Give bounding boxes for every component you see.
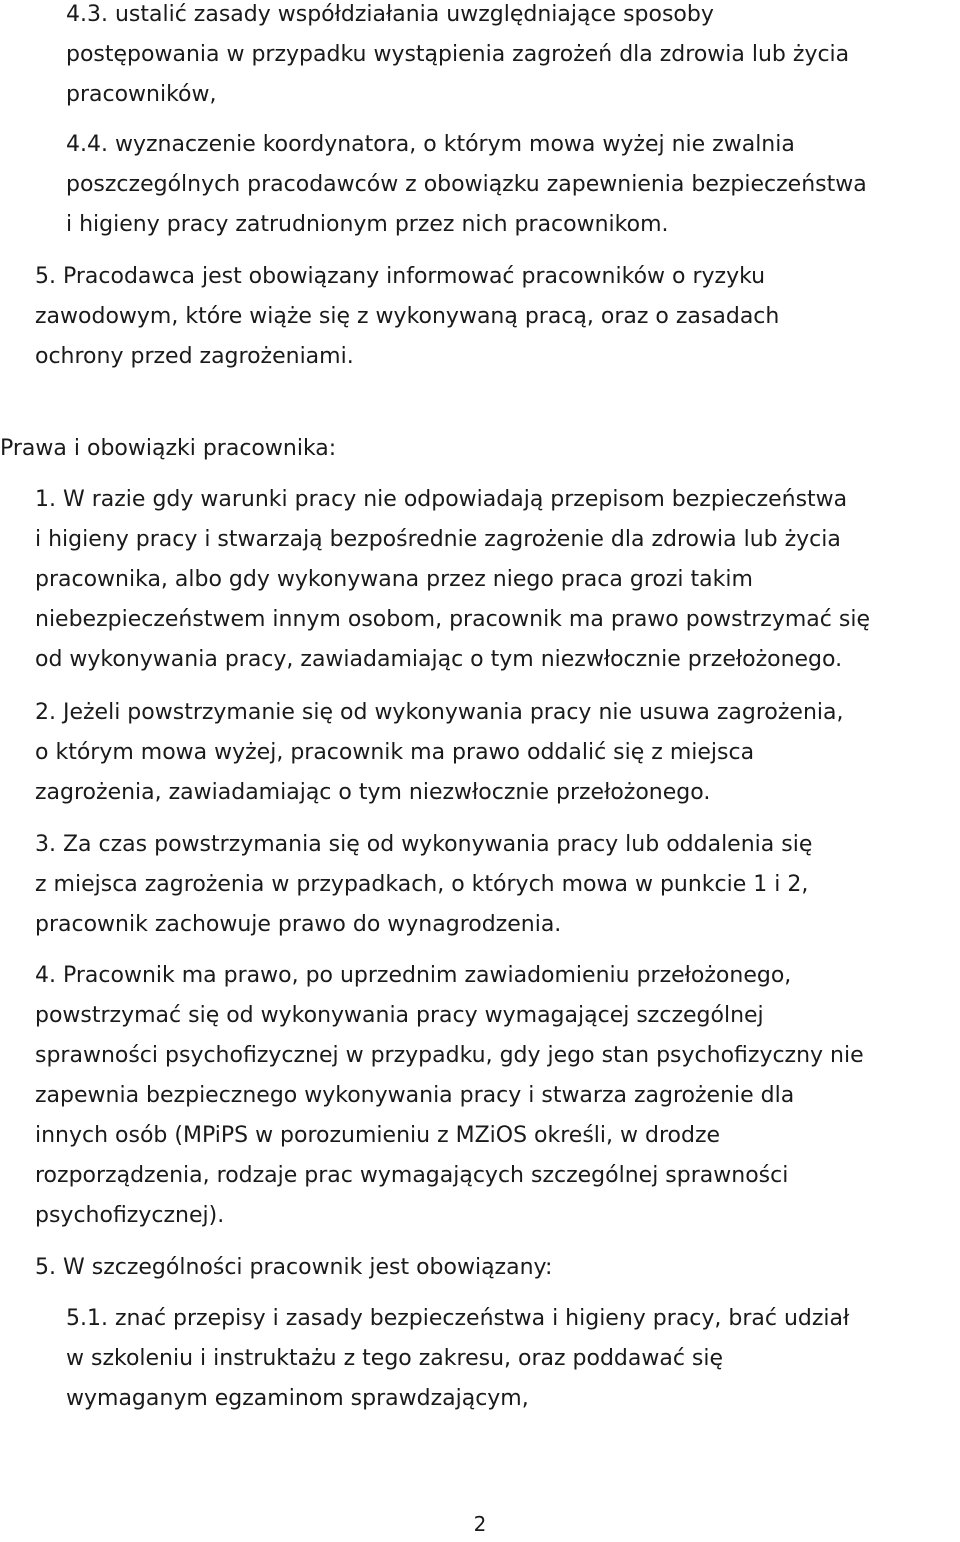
text-line: pracownik zachowuje prawo do wynagrodzenia. bbox=[35, 912, 562, 937]
text-line: poszczególnych pracodawców z obowiązku zapewnienia bezpieczeństwa bbox=[66, 172, 867, 197]
text-line: w szkoleniu i instruktażu z tego zakresu, oraz poddawać się bbox=[66, 1346, 724, 1371]
item-4 bbox=[35, 956, 864, 1236]
text-line: 3. Za czas powstrzymania się od wykonywania pracy lub oddalenia się bbox=[35, 832, 813, 857]
text-line: rozporządzenia, rodzaje prac wymagających szczególnej sprawności bbox=[35, 1163, 789, 1188]
text-line: zagrożenia, zawiadamiając o tym niezwłocznie przełożonego. bbox=[35, 780, 711, 805]
text-line: zapewnia bezpiecznego wykonywania pracy i stwarza zagrożenie dla bbox=[35, 1083, 795, 1108]
text-line: psychofizycznej). bbox=[35, 1203, 225, 1228]
text-line: 4.4. wyznaczenie koordynatora, o którym mowa wyżej nie zwalnia bbox=[66, 132, 795, 157]
item-2 bbox=[35, 693, 843, 813]
text-line: 4. Pracownik ma prawo, po uprzednim zawiadomieniu przełożonego, bbox=[35, 963, 792, 988]
text-line: i higieny pracy i stwarzają bezpośrednie zagrożenie dla zdrowia lub życia bbox=[35, 527, 841, 552]
item-5-1 bbox=[66, 1299, 849, 1419]
text-line: pracownika, albo gdy wykonywana przez niego praca grozi takim bbox=[35, 567, 753, 592]
text-line: pracowników, bbox=[66, 82, 217, 107]
text-line: 4.3. ustalić zasady współdziałania uwzględniające sposoby bbox=[66, 2, 714, 27]
item-5 bbox=[35, 1248, 552, 1288]
text-line: 2. Jeżeli powstrzymanie się od wykonywania pracy nie usuwa zagrożenia, bbox=[35, 700, 844, 725]
section-heading bbox=[0, 429, 336, 469]
text-line: powstrzymać się od wykonywania pracy wymagającej szczególnej bbox=[35, 1003, 764, 1028]
section-heading-text: Prawa i obowiązki pracownika: bbox=[0, 436, 337, 461]
text-line: 5. Pracodawca jest obowiązany informować pracowników o ryzyku bbox=[35, 264, 766, 289]
text-line: wymaganym egzaminom sprawdzającym, bbox=[66, 1386, 529, 1411]
item-3 bbox=[35, 825, 812, 945]
text-line: ochrony przed zagrożeniami. bbox=[35, 344, 354, 369]
text-line: 5. W szczególności pracownik jest obowiązany: bbox=[35, 1255, 553, 1280]
text-line: sprawności psychofizycznej w przypadku, gdy jego stan psychofizyczny nie bbox=[35, 1043, 864, 1068]
page-number: 2 bbox=[473, 1512, 487, 1536]
text-line: od wykonywania pracy, zawiadamiając o tym niezwłocznie przełożonego. bbox=[35, 647, 843, 672]
text-line: niebezpieczeństwem innym osobom, pracownik ma prawo powstrzymać się bbox=[35, 607, 870, 632]
item-5-employer bbox=[35, 257, 779, 377]
text-line: postępowania w przypadku wystąpienia zagrożeń dla zdrowia lub życia bbox=[66, 42, 850, 67]
item-4-4 bbox=[66, 125, 867, 245]
item-1 bbox=[35, 480, 870, 680]
text-line: o którym mowa wyżej, pracownik ma prawo oddalić się z miejsca bbox=[35, 740, 755, 765]
text-line: i higieny pracy zatrudnionym przez nich pracownikom. bbox=[66, 212, 669, 237]
text-line: zawodowym, które wiąże się z wykonywaną pracą, oraz o zasadach bbox=[35, 304, 780, 329]
text-line: 1. W razie gdy warunki pracy nie odpowiadają przepisom bezpieczeństwa bbox=[35, 487, 848, 512]
text-line: innych osób (MPiPS w porozumieniu z MZiOS określi, w drodze bbox=[35, 1123, 721, 1148]
item-4-3 bbox=[66, 0, 849, 115]
text-line: z miejsca zagrożenia w przypadkach, o których mowa w punkcie 1 i 2, bbox=[35, 872, 809, 897]
text-line: 5.1. znać przepisy i zasady bezpieczeństwa i higieny pracy, brać udział bbox=[66, 1306, 850, 1331]
